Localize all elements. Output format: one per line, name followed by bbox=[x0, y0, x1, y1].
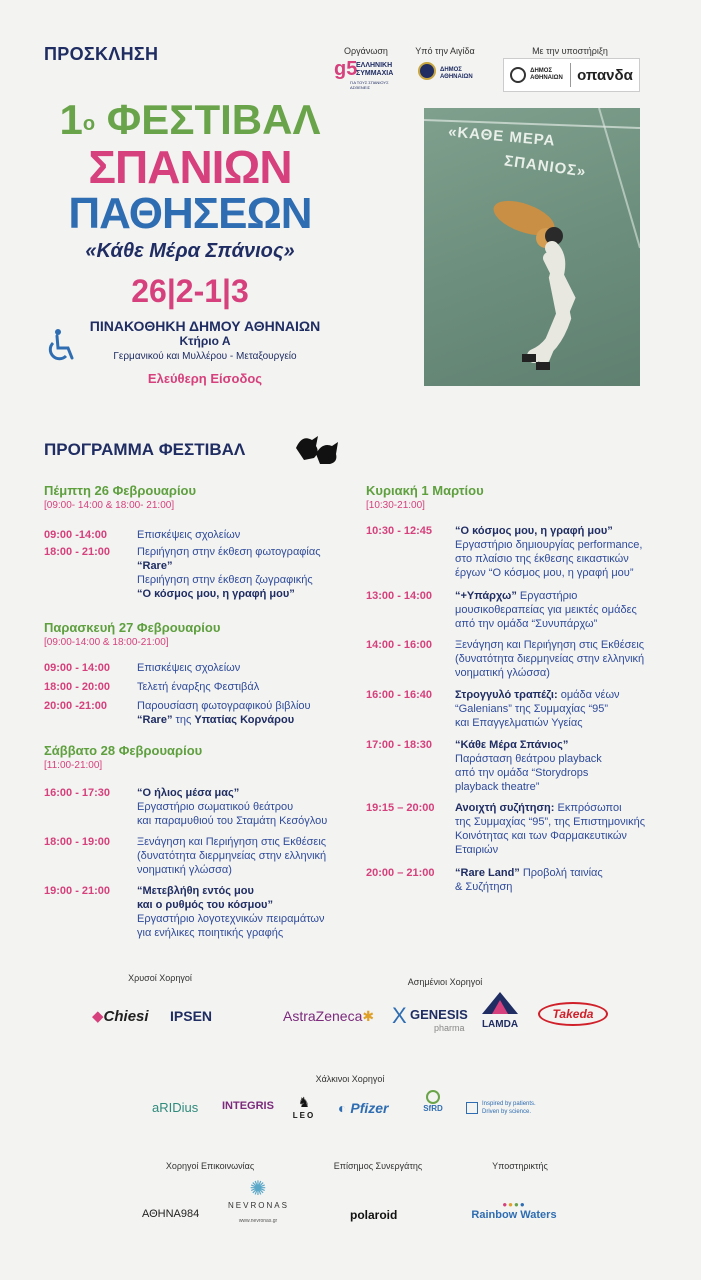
aegis-label: Υπό την Αιγίδα bbox=[415, 46, 475, 56]
support-logos bbox=[503, 58, 640, 92]
hours-thursday: [09:00- 14:00 & 18:00- 21:00] bbox=[44, 500, 175, 511]
sponsor-aridius: aRIDius bbox=[152, 1100, 199, 1115]
hours-saturday: [11:00-21:00] bbox=[44, 760, 103, 771]
official-partner-label: Επίσημος Συνεργάτης bbox=[333, 1161, 423, 1171]
venue-name: ΠΙΝΑΚΟΘΗΚΗ ΔΗΜΟΥ ΑΘΗΝΑΙΩΝ bbox=[89, 318, 321, 334]
sponsor-leo: ♞ LEO bbox=[288, 1094, 320, 1124]
rainbow-icon: ●●●● bbox=[502, 1200, 526, 1209]
sponsor-lamda: LAMDA bbox=[478, 992, 522, 1028]
schedule-item: 14:00 - 16:00 Ξενάγηση και Περιήγηση στις Εκθέσεις (δυνατότητα διερμηνείας στην ελληνική νοηματική γλώσσα) bbox=[366, 639, 645, 679]
opanda-logo: οπανδα bbox=[577, 66, 633, 84]
aegis-logo-text: ΔΗΜΟΣ ΑΘΗΝΑΙΩΝ bbox=[440, 67, 473, 80]
genesis-logo-icon: X bbox=[392, 1003, 407, 1028]
festival-title-line1: $1^o$ ΦΕΣΤΙΒΑΛ bbox=[59, 96, 321, 143]
schedule-item: 18:00 - 21:00 Περιήγηση στην έκθεση φωτογραφίας “Rare” Περιήγηση στην έκθεση ζωγραφικής “Ο κόσμος μου, η γραφή μου” bbox=[44, 546, 321, 600]
schedule-item: 18:00 - 19:00 Ξενάγηση και Περιήγηση στις Εκθέσεις (δυνατότητα διερμηνείας στην ελληνική νοηματική γλώσσα) bbox=[44, 836, 327, 876]
support-logo-text: ΔΗΜΟΣ ΑΘΗΝΑΙΩΝ bbox=[530, 68, 563, 81]
organizer-logo bbox=[334, 58, 398, 88]
photo-text-2: ΣΠΑΝΙΟΣ» bbox=[503, 152, 588, 181]
schedule-item: 16:00 - 16:40 Στρογγυλό τραπέζι: ομάδα νέων “Galenians” της Συμμαχίας “95” και Επαγγελματιών Υγείας bbox=[366, 689, 620, 729]
supporter-label: Υποστηρικτής bbox=[492, 1161, 548, 1171]
silver-sponsors-label: Ασημένιοι Χορηγοί bbox=[407, 977, 483, 987]
schedule-item: 13:00 - 14:00 “+Υπάρχω” Εργαστήριο μουσικοθεραπείας για μεικτές ομάδες από την ομάδα “Συνυπάρχω” bbox=[366, 590, 637, 630]
hours-sunday: [10:30-21:00] bbox=[366, 500, 425, 511]
athens-seal-icon bbox=[418, 62, 436, 80]
festival-title-line2: ΣΠΑΝΙΩΝ bbox=[88, 141, 292, 193]
lamda-logo-icon bbox=[478, 992, 522, 1014]
lion-icon: ♞ bbox=[297, 1094, 311, 1110]
wheelchair-icon bbox=[44, 328, 80, 364]
sponsor-integris: INTEGRIS bbox=[222, 1100, 274, 1112]
day-friday: Παρασκευή 27 Φεβρουαρίου bbox=[44, 620, 221, 635]
free-entry: Ελεύθερη Είσοδος bbox=[147, 371, 263, 386]
sfrd-logo-icon bbox=[426, 1090, 440, 1104]
sponsor-takeda: Takeda bbox=[538, 1002, 608, 1026]
photo-text-1: «ΚΑΘΕ ΜΕΡΑ bbox=[447, 123, 557, 150]
athens-seal-icon bbox=[510, 67, 526, 83]
day-thursday: Πέμπτη 26 Φεβρουαρίου bbox=[44, 483, 197, 498]
inspired-logo-icon bbox=[466, 1102, 478, 1114]
invite-heading: ΠΡΟΣΚΛΗΣΗ bbox=[44, 44, 159, 64]
sponsor-rainbow-waters: ●●●● Rainbow Waters bbox=[468, 1200, 560, 1226]
day-saturday: Σάββατο 28 Φεβρουαρίου bbox=[44, 743, 203, 758]
gold-sponsors-label: Χρυσοί Χορηγοί bbox=[128, 973, 192, 983]
sign-language-icon bbox=[292, 430, 340, 466]
sponsor-sfrd: SfRD bbox=[420, 1090, 446, 1124]
schedule-item: 17:00 - 18:30 “Κάθε Μέρα Σπάνιος” Παράσταση θεάτρου playback από την ομάδα “Storydrops playback theatre” bbox=[366, 739, 602, 793]
day-sunday: Κυριακή 1 Μαρτίου bbox=[366, 483, 484, 498]
organizer-logo-sub: ΓΙΑ ΤΟΥΣ ΣΠΑΝΙΟΥΣ ΑΣΘΕΝΕΙΣ bbox=[350, 80, 389, 90]
sponsor-chiesi: ◆Chiesi bbox=[92, 1008, 149, 1025]
schedule-item: 19:00 - 21:00 “Μετεβλήθη εντός μου και ο ρυθμός του κόσμου” Εργαστήριο λογοτεχνικών πειραμάτων για ενήλικες ποιητικής γραφής bbox=[44, 885, 325, 939]
sponsor-genesis: X GENESIS pharma bbox=[392, 1003, 468, 1033]
organizer-logo-text: ΕΛΛΗΝΙΚΗ ΣΥΜΜΑΧΙΑ bbox=[356, 62, 394, 77]
support-label: Με την υποστήριξη bbox=[532, 46, 608, 56]
schedule-item: 20:00 -21:00 Παρουσίαση φωτογραφικού βιβλίου “Rare” της Υπατίας Κορνάρου bbox=[44, 700, 311, 726]
g5-logo-icon: g5 bbox=[334, 58, 358, 80]
festival-photo bbox=[424, 108, 640, 386]
festival-title-line3: ΠΑΘΗΣΕΩΝ bbox=[68, 189, 312, 238]
sponsor-pfizer: ◐ Pfizer bbox=[338, 1100, 389, 1116]
venue-building: Κτήριο Α bbox=[179, 334, 231, 348]
venue-address: Γερμανικού και Μυλλέρου - Μεταξουργείο bbox=[113, 351, 297, 362]
sponsor-nevronas: ✺ NEVRONAS www.nevronas.gr bbox=[228, 1178, 289, 1224]
sponsor-polaroid: polaroid bbox=[350, 1208, 398, 1222]
communication-sponsors-label: Χορηγοί Επικοινωνίας bbox=[165, 1161, 255, 1171]
schedule-item: 19:15 – 20:00 Ανοιχτή συζήτηση: Εκπρόσωποι της Συμμαχίας “95”, της Επιστημονικής Κοινότητας και των Φαρμακευτικών Εταιριών bbox=[366, 802, 646, 856]
festival-dates: 26|2-1|3 bbox=[131, 273, 249, 309]
organizer-label: Οργάνωση bbox=[344, 46, 388, 56]
nevronas-logo-icon: ✺ bbox=[249, 1178, 267, 1200]
hours-friday: [09:00-14:00 & 18:00-21:00] bbox=[44, 637, 169, 648]
program-title: ΠΡΟΓΡΑΜΜΑ ΦΕΣΤΙΒΑΛ bbox=[44, 440, 246, 459]
schedule-item: 20:00 – 21:00 “Rare Land” Προβολή ταινίας & Συζήτηση bbox=[366, 867, 603, 893]
sponsor-astrazeneca: AstraZeneca✱ bbox=[283, 1008, 375, 1024]
sponsor-inspired: Inspired by patients. Driven by science. bbox=[466, 1100, 556, 1120]
sponsor-ipsen: IPSEN bbox=[170, 1008, 213, 1024]
bronze-sponsors-label: Χάλκινοι Χορηγοί bbox=[315, 1074, 385, 1084]
schedule-item: 10:30 - 12:45 “Ο κόσμος μου, η γραφή μου” Εργαστήριο δημιουργίας performance, στο πλαίσιο της έκθεσης εικαστικών έργων “Ο κόσμος μου, η γραφή μου” bbox=[366, 525, 643, 579]
schedule-item: 16:00 - 17:30 “Ο ήλιος μέσα μας” Εργαστήριο σωματικού θεάτρου και παραμυθιού του Σταμάτη Κεσόγλου bbox=[44, 787, 328, 827]
festival-subtitle: «Κάθε Μέρα Σπάνιος» bbox=[85, 240, 295, 262]
sponsor-athina984: ΑΘΗΝΑ984 bbox=[142, 1208, 200, 1220]
